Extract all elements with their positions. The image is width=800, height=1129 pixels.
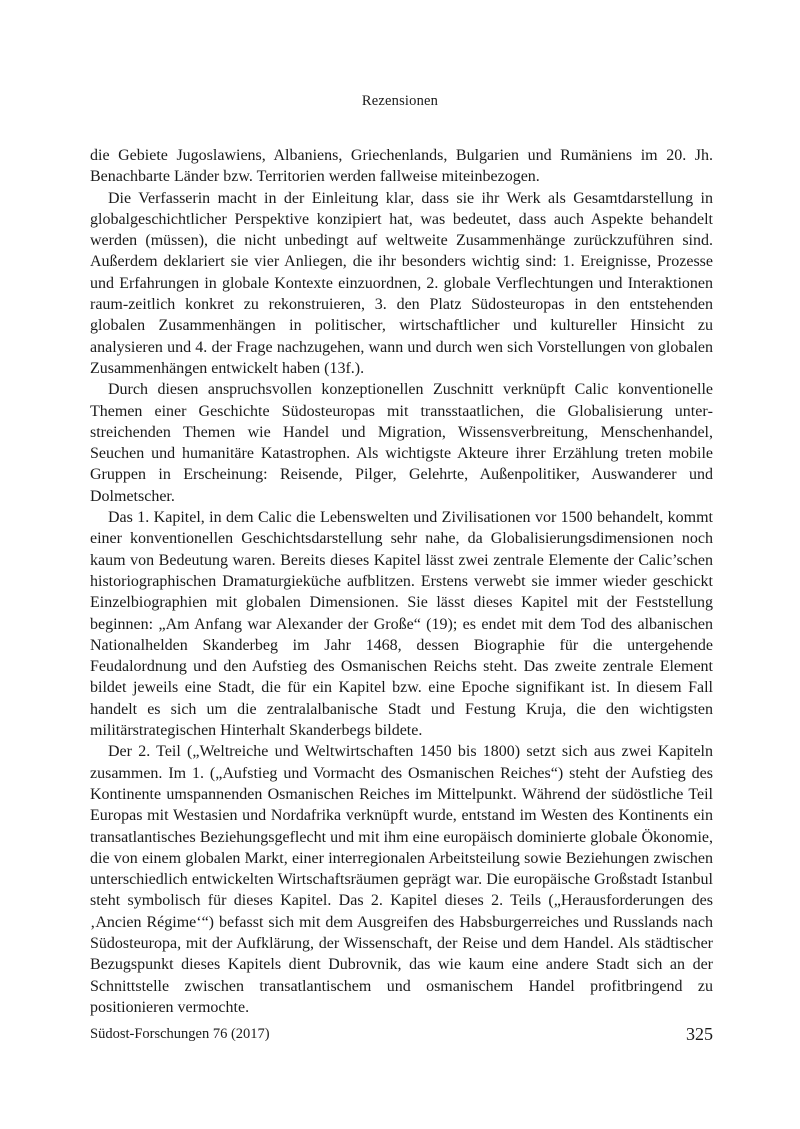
review-body-text [90, 145, 713, 1018]
paragraph-continuation: die Gebiete Jugoslawiens, Albaniens, Griechenlands, Bulgarien und Rumäniens im 20. Jh. Benachbarte Länder bzw. Territorien werden fallweise miteinbezogen. [90, 147, 713, 186]
page-footer [90, 1021, 713, 1045]
paragraph-part-two: Der 2. Teil („Weltreiche und Weltwirtschaften 1450 bis 1800) setzt sich aus zwei Kapiteln zusammen. Im 1. („Aufstieg und Vormacht des Osmanischen Reiches“) steht der Aufstieg des Kontinente umspannenden Osmanischen Reiches im Mittelpunkt. Während der südöstliche Teil Europas mit Westasien und Nordafrika verknüpft wurde, entstand im Westen des Kontinents ein transatlantisches Beziehungsgeflecht und mit ihm eine europäisch dominierte globale Ökonomie, die von einem globalen Markt, einer interregionalen Arbeitsteilung sowie Beziehungen zwischen unterschiedlich entwickelten Wirtschaftsräumen geprägt war. Die europäische Großstadt Istanbul steht symbolisch für dieses Kapitel. Das 2. Kapitel dieses 2. Teils („Herausforderungen des ‚Ancien Régime‘“) befasst sich mit dem Ausgreifen des Habsburgerreiches und Russlands nach Südosteuropa, mit der Aufklärung, der Wissenschaft, der Reise und dem Handel. Als städtischer Bezugspunkt dieses Kapitels dient Dubrovnik, das wie kaum eine andere Stadt sich an der Schnittstelle zwischen transatlantischem und osmanischem Handel profitbringend zu positionieren vermochte. [90, 743, 713, 1016]
paragraph-introduction-aims: Die Verfasserin macht in der Einleitung klar, dass sie ihr Werk als Gesamtdarstellung in globalgeschichtlicher Perspektive konzipiert hat, was bedeutet, dass auch Aspekte behandelt werden (müssen), die nicht unbedingt auf weltweite Zusammenhänge zurückzuführen sind. Außerdem deklariert sie vier Anliegen, die ihr besonders wichtig sind: 1. Ereignisse, Prozesse und Erfahrungen in globale Kontexte einzuordnen, 2. globale Verflechtungen und Interaktionen raum-zeitlich konkret zu rekonstruieren, 3. den Platz Südosteuropas in den entstehenden globalen Zusammenhängen in politischer, wirtschaftlicher und kultureller Hinsicht zu analysieren und 4. der Frage nachzugehen, wann und durch wen sich Vorstellungen von globalen Zusammenhängen entwickelt haben (13f.). [90, 189, 713, 377]
running-header: Rezensionen [361, 93, 439, 109]
paragraph-chapter-one: Das 1. Kapitel, in dem Calic die Lebenswelten und Zivilisationen vor 1500 behandelt, kommt einer konventionellen Geschichtsdarstellung sehr nahe, da Globalisierungsdimensionen noch kaum von Bedeutung waren. Bereits dieses Kapitel lässt zwei zentrale Elemente der Calic’schen historiographischen Dramaturgieküche aufblitzen. Erstens verwebt sie immer wieder geschickt Einzelbiographien mit globalen Dimensionen. Sie lässt dieses Kapitel mit der Feststellung beginnen: „Am Anfang war Alexander der Große“ (19); es endet mit dem Tod des albanischen Nationalhelden Skanderbeg im Jahr 1468, dessen Biographie für die untergehende Feudalordnung und den Aufstieg des Osmanischen Reichs steht. Das zweite zentrale Element bildet jeweils eine Stadt, die für ein Kapitel bzw. eine Epoche signifikant ist. In diesem Fall handelt es sich um die zentralalbanische Stadt und Festung Kruja, die den wichtigsten militärstrategischen Hinterhalt Skanderbegs bildete. [90, 509, 713, 740]
journal-citation: Südost-Forschungen 76 (2017) [90, 1026, 270, 1042]
paragraph-conceptual-approach: Durch diesen anspruchsvollen konzeptionellen Zuschnitt verknüpft Calic konventionelle Themen einer Geschichte Südosteuropas mit transstaatlichen, die Globalisierung unterstreichenden Themen wie Handel und Migration, Wissensverbreitung, Menschenhandel, Seuchen und humanitäre Katastrophen. Als wichtigste Akteure ihrer Erzählung treten mobile Gruppen in Erscheinung: Reisende, Pilger, Gelehrte, Außenpolitiker, Auswanderer und Dolmetscher. [90, 381, 713, 505]
page-number: 325 [686, 1024, 713, 1044]
